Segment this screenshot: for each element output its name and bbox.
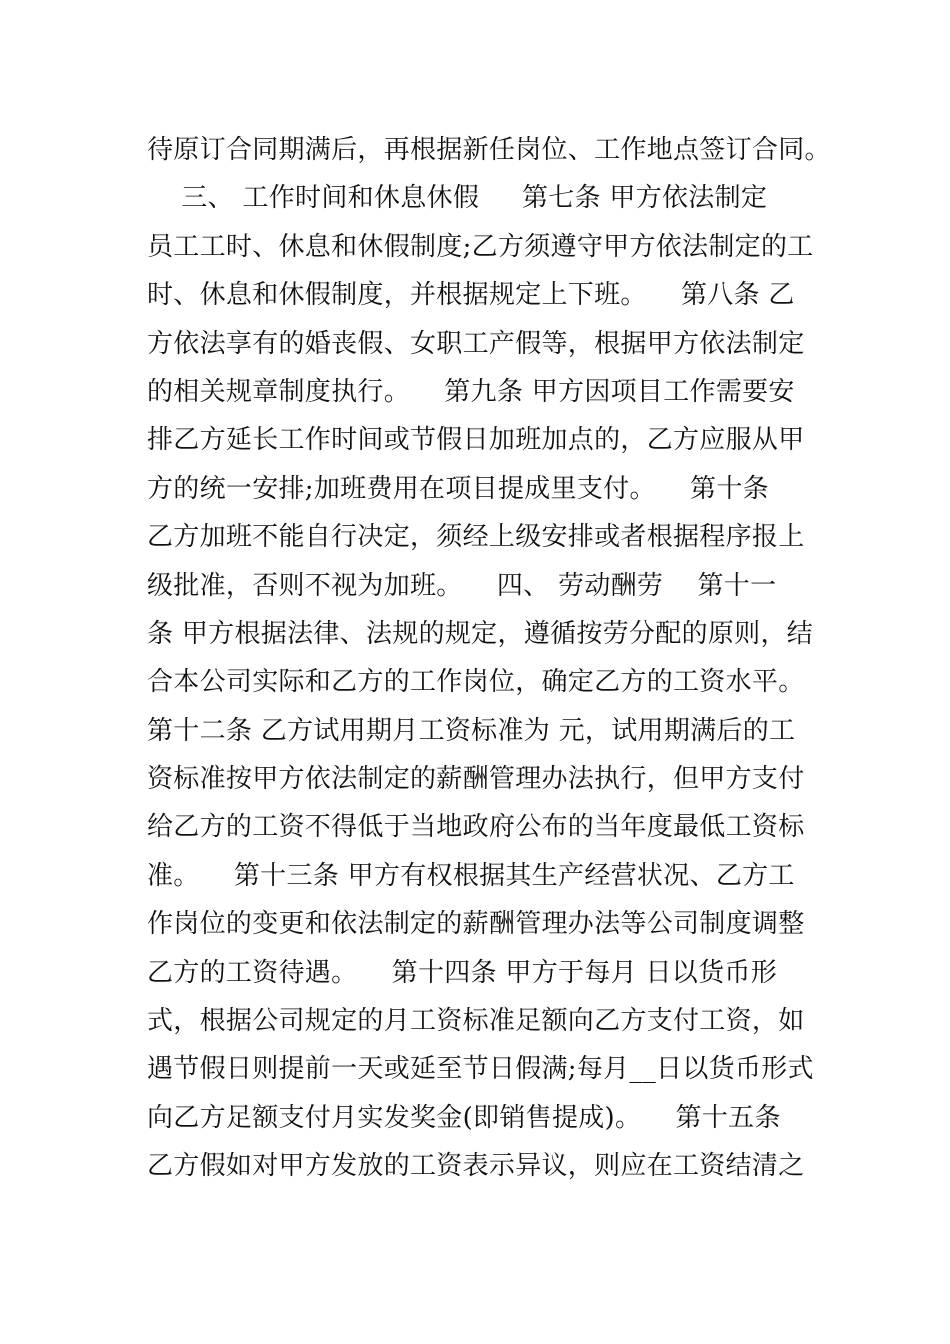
text-line: 级批准，否则不视为加班。 四、 劳动酬劳 第十一 [147, 570, 777, 601]
text-line: 合本公司实际和乙方的工作岗位，确定乙方的工资水平。 [147, 667, 805, 698]
text-line: 方依法享有的婚丧假、女职工产假等，根据甲方依法制定 [147, 328, 805, 359]
text-line: 准。 第十三条 甲方有权根据其生产经营状况、乙方工 [147, 860, 795, 891]
text-line: 待原订合同期满后，再根据新任岗位、工作地点签订合同。 [147, 135, 831, 165]
contract-text-body [147, 126, 831, 1191]
text-line: 三、 工作时间和休息休假 第七条 甲方依法制定 [147, 183, 768, 214]
text-line: 条 甲方根据法律、法规的规定，遵循按劳分配的原则，结 [147, 618, 814, 649]
text-line: 时、休息和休假制度，并根据规定上下班。 第八条 乙 [147, 280, 795, 311]
text-line: 第十二条 乙方试用期月工资标准为 元，试用期满后的工 [147, 715, 796, 746]
text-line: 式，根据公司规定的月工资标准足额向乙方支付工资，如 [147, 1006, 805, 1037]
text-line: 乙方加班不能自行决定，须经上级安排或者根据程序报上 [147, 522, 805, 553]
text-line: 作岗位的变更和依法制定的薪酬管理办法等公司制度调整 [147, 909, 805, 940]
text-line: 的相关规章制度执行。 第九条 甲方因项目工作需要安 [147, 376, 795, 407]
text-line: 乙方的工资待遇。 第十四条 甲方于每月 日以货币形 [147, 957, 777, 988]
text-line: 排乙方延长工作时间或节假日加班加点的，乙方应服从甲 [147, 425, 805, 456]
text-line: 遇节假日则提前一天或延至节日假满;每月__日以货币形式 [147, 1054, 814, 1085]
text-line: 给乙方的工资不得低于当地政府公布的当年度最低工资标 [147, 812, 805, 843]
text-line: 资标准按甲方依法制定的薪酬管理办法执行，但甲方支付 [147, 764, 805, 795]
text-line: 乙方假如对甲方发放的工资表示异议，则应在工资结清之 [147, 1151, 805, 1182]
text-line: 方的统一安排;加班费用在项目提成里支付。 第十条 [147, 473, 769, 504]
text-line: 员工工时、休息和休假制度;乙方须遵守甲方依法制定的工 [147, 231, 814, 262]
text-line: 向乙方足额支付月实发奖金(即销售提成)。 第十五条 [147, 1102, 781, 1133]
